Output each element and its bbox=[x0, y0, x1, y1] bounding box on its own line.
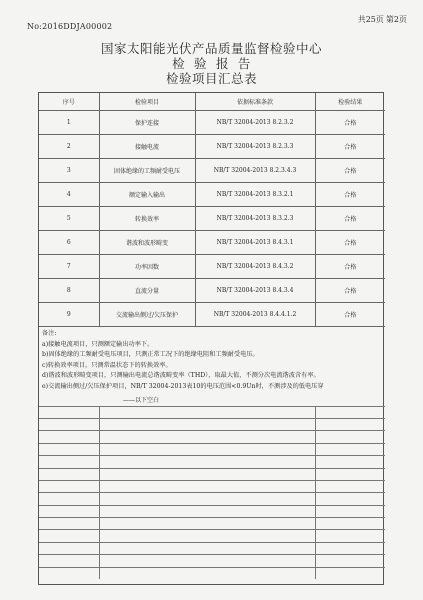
row-clause: NB/T 32004-2013 8.2.3.4.3 bbox=[195, 159, 315, 183]
blank-cell bbox=[39, 468, 99, 480]
blank-cell bbox=[39, 542, 99, 554]
blank-cell bbox=[99, 505, 315, 517]
end-marker bbox=[42, 396, 380, 405]
blank-cell bbox=[39, 431, 99, 443]
blank-row bbox=[39, 505, 385, 517]
row-item: 直流分量 bbox=[99, 279, 195, 303]
blank-row bbox=[39, 468, 385, 480]
row-clause: NB/T 32004-2013 8.2.3.2 bbox=[195, 111, 315, 135]
row-item: 转换效率 bbox=[99, 207, 195, 231]
header-result: 检验结果 bbox=[315, 93, 385, 111]
row-item: 固体绝缘的工频耐受电压 bbox=[99, 159, 195, 183]
report-title: 检 验 报 告 bbox=[172, 56, 251, 71]
blank-cell bbox=[315, 518, 385, 530]
blank-row bbox=[39, 480, 385, 492]
row-no: 2 bbox=[39, 135, 99, 159]
blank-cell bbox=[315, 493, 385, 505]
row-item: 谐波和波形畸变 bbox=[99, 231, 195, 255]
blank-cell bbox=[315, 542, 385, 554]
blank-row bbox=[39, 567, 385, 579]
blank-cell bbox=[99, 555, 315, 567]
table-row bbox=[39, 303, 385, 327]
blank-cell bbox=[39, 555, 99, 567]
row-no: 5 bbox=[39, 207, 99, 231]
blank-cell bbox=[39, 505, 99, 517]
row-result: 合格 bbox=[315, 111, 385, 135]
row-no: 9 bbox=[39, 303, 99, 327]
blank-cell bbox=[39, 480, 99, 492]
header-item: 检验项目 bbox=[99, 93, 195, 111]
row-result: 合格 bbox=[315, 183, 385, 207]
row-no: 6 bbox=[39, 231, 99, 255]
blank-cell bbox=[99, 567, 315, 579]
remarks-section bbox=[39, 327, 383, 405]
remark-a: a)接触电流项目，只测额定输出功率下。 bbox=[42, 340, 154, 348]
blank-cell bbox=[39, 456, 99, 468]
row-clause: NB/T 32004-2013 8.4.3.4 bbox=[195, 279, 315, 303]
blank-row bbox=[39, 431, 385, 443]
blank-cell bbox=[315, 406, 385, 418]
blank-row bbox=[39, 530, 385, 542]
blank-row bbox=[39, 518, 385, 530]
blank-row bbox=[39, 406, 385, 418]
row-clause: NB/T 32004-2013 8.4.3.1 bbox=[195, 231, 315, 255]
blank-cell bbox=[315, 567, 385, 579]
table-row bbox=[39, 255, 385, 279]
row-result: 合格 bbox=[315, 279, 385, 303]
row-no: 3 bbox=[39, 159, 99, 183]
blank-cell bbox=[39, 518, 99, 530]
blank-cell bbox=[315, 505, 385, 517]
row-item: 接触电流 bbox=[99, 135, 195, 159]
blank-cell bbox=[99, 493, 315, 505]
blank-row bbox=[39, 443, 385, 455]
row-clause: NB/T 32004-2013 8.2.3.3 bbox=[195, 135, 315, 159]
remark-b: b)固体绝缘的工频耐受电压项目，只测正常工况下的绝缘电阻和工频耐受电压。 bbox=[42, 351, 259, 359]
blank-row bbox=[39, 542, 385, 554]
row-result: 合格 bbox=[315, 255, 385, 279]
row-item: 交流输出侧过/欠压保护 bbox=[99, 303, 195, 327]
table-row bbox=[39, 135, 385, 159]
table-row bbox=[39, 231, 385, 255]
blank-row bbox=[39, 493, 385, 505]
document-number: No:2016DDJA00002 bbox=[27, 22, 113, 31]
blank-cell bbox=[39, 443, 99, 455]
header-clause: 依据标准条款 bbox=[195, 93, 315, 111]
blank-ruled-area bbox=[39, 406, 385, 579]
blank-cell bbox=[39, 567, 99, 579]
blank-cell bbox=[39, 493, 99, 505]
blank-cell bbox=[315, 555, 385, 567]
table-row bbox=[39, 111, 385, 135]
table-row bbox=[39, 159, 385, 183]
blank-cell bbox=[99, 480, 315, 492]
blank-cell bbox=[315, 456, 385, 468]
page-total: 共25页 bbox=[357, 15, 384, 24]
blank-cell bbox=[99, 418, 315, 430]
row-no: 7 bbox=[39, 255, 99, 279]
blank-row bbox=[39, 555, 385, 567]
blank-cell bbox=[39, 530, 99, 542]
blank-cell bbox=[315, 530, 385, 542]
page-current: 第2页 bbox=[385, 15, 407, 24]
blank-cell bbox=[315, 468, 385, 480]
remark-e: e)交流输出侧过/欠压保护项目，NB/T 32004-2013表10的电压范围<0.9Un时，不测涉及的低电压穿 bbox=[42, 382, 324, 390]
row-result: 合格 bbox=[315, 231, 385, 255]
blank-cell bbox=[315, 418, 385, 430]
row-clause: NB/T 32004-2013 8.3.2.1 bbox=[195, 183, 315, 207]
remark-c: c)转换效率项目，只测常温状态下的转换效率。 bbox=[42, 361, 172, 369]
blank-cell bbox=[315, 431, 385, 443]
blank-cell bbox=[39, 418, 99, 430]
blank-cell bbox=[99, 468, 315, 480]
blank-cell bbox=[99, 431, 315, 443]
blank-cell bbox=[99, 406, 315, 418]
remarks-label: 备注: bbox=[42, 330, 57, 337]
table-row bbox=[39, 279, 385, 303]
blank-cell bbox=[99, 518, 315, 530]
blank-row bbox=[39, 456, 385, 468]
row-result: 合格 bbox=[315, 135, 385, 159]
row-clause: NB/T 32004-2013 8.3.2.3 bbox=[195, 207, 315, 231]
inspection-table bbox=[39, 93, 385, 327]
row-result: 合格 bbox=[315, 207, 385, 231]
page-number bbox=[356, 14, 407, 25]
blank-cell bbox=[99, 456, 315, 468]
title-block bbox=[0, 41, 423, 86]
row-no: 8 bbox=[39, 279, 99, 303]
row-result: 合格 bbox=[315, 159, 385, 183]
institution-title: 国家太阳能光伏产品质量监督检验中心 bbox=[100, 41, 322, 56]
row-item: 额定输入输出 bbox=[99, 183, 195, 207]
row-no: 4 bbox=[39, 183, 99, 207]
row-no: 1 bbox=[39, 111, 99, 135]
row-item: 保护连接 bbox=[99, 111, 195, 135]
blank-cell bbox=[99, 443, 315, 455]
blank-cell bbox=[99, 530, 315, 542]
row-clause: NB/T 32004-2013 8.4.4.1.2 bbox=[195, 303, 315, 327]
blank-cell bbox=[99, 542, 315, 554]
remark-d: d)谐波和波形畸变项目，只测输出电流总谐波畸变率（THD），取最大值，不测分次电流谐波含有率。 bbox=[42, 372, 320, 380]
blank-row bbox=[39, 418, 385, 430]
blank-cell bbox=[315, 443, 385, 455]
table-header-row bbox=[39, 93, 385, 111]
table-row bbox=[39, 207, 385, 231]
end-marker-text: ——以下空白 bbox=[122, 396, 159, 404]
summary-frame bbox=[38, 92, 384, 585]
row-clause: NB/T 32004-2013 8.4.3.2 bbox=[195, 255, 315, 279]
table-row bbox=[39, 183, 385, 207]
header-no: 序号 bbox=[39, 93, 99, 111]
row-result: 合格 bbox=[315, 303, 385, 327]
blank-cell bbox=[39, 406, 99, 418]
blank-cell bbox=[315, 480, 385, 492]
summary-title: 检验项目汇总表 bbox=[165, 71, 257, 86]
row-item: 功率因数 bbox=[99, 255, 195, 279]
